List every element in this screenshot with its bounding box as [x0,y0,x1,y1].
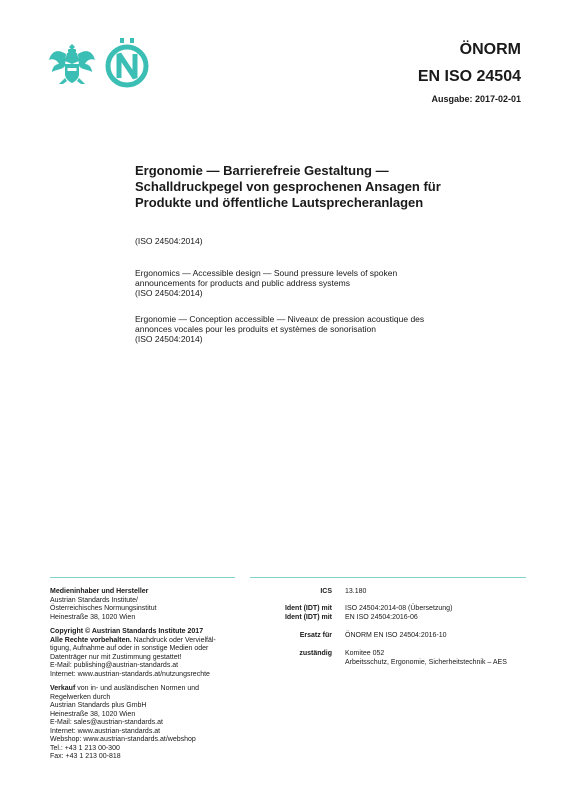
sales-heading: Verkauf [50,685,76,692]
copyright-text: Nachdruck oder Vervielfäl- [131,636,216,644]
german-title [135,163,525,211]
issue-date: Ausgabe: 2017-02-01 [431,94,521,104]
replacement-value: ÖNORM EN ISO 24504:2016-10 [345,632,447,639]
german-title-line: Schalldruckpegel von gesprochenen Ansagen für [135,179,441,194]
sales-fax: Fax: +43 1 213 00-818 [50,753,121,760]
committee-label: zuständig [299,650,332,657]
sales-line: Austrian Standards plus GmbH [50,702,147,709]
ident-value: ISO 24504:2014-08 (Übersetzung) [345,605,453,612]
on-logo [103,38,151,88]
standard-number: EN ISO 24504 [417,68,521,85]
french-title-line: (ISO 24504:2014) [135,334,203,344]
committee-name: Arbeitsschutz, Ergonomie, Sicherheitstechnik – AES [345,658,507,666]
sales-phone: Tel.: +43 1 213 00-300 [50,744,120,752]
publisher-line: Heinestraße 38, 1020 Wien [50,613,136,621]
rights-reserved: Alle Rechte vorbehalten. [50,636,132,644]
copyright-line: Datenträger nur mit Zustimmung gestattet! [50,653,182,661]
publisher-heading: Medieninhaber und Hersteller [50,588,149,595]
left-divider [50,577,235,578]
logo-group [47,38,157,88]
standard-designation [418,40,521,88]
right-divider [250,577,526,578]
copyright-email: E-Mail: publishing@austrian-standards.at [50,662,179,669]
english-title [135,268,525,298]
sales-block [50,685,250,762]
austrian-eagle-logo [47,38,97,88]
sales-text: von in- und ausländischen Normen und [75,685,200,692]
english-title-line: announcements for products and public address systems [135,278,350,288]
iso-reference: (ISO 24504:2014) [135,236,203,246]
replacement-label: Ersatz für [299,632,332,639]
german-title-line: Ergonomie — Barrierefreie Gestaltung — [135,163,389,178]
ident-label: Ident (IDT) mit [284,614,332,621]
ident-label: Ident (IDT) mit [284,605,332,612]
committee-number: Komitee 052 [345,650,385,657]
copyright-line: tigung, Aufnahme auf oder in sonstige Medien oder [50,645,209,652]
ident-value: EN ISO 24504:2016-06 [345,614,418,621]
committee-value [345,650,540,667]
ics-value: 13.180 [345,588,367,595]
ics-label: ICS [320,588,332,595]
french-title-line: annonces vocales pour les produits et systèmes de sonorisation [135,324,376,334]
english-title-line: Ergonomics — Accessible design — Sound pressure levels of spoken [135,268,398,278]
copyright-internet: Internet: www.austrian-standards.at/nutzungsrechte [50,670,210,678]
imprint-column [50,588,250,768]
sales-line: Regelwerken durch [50,693,111,701]
sales-line: Heinestraße 38, 1020 Wien [50,710,136,718]
sales-internet: Internet: www.austrian-standards.at [50,727,161,735]
french-title-line: Ergonomie — Conception accessible — Niveaux de pression acoustique des [135,314,425,324]
standard-prefix: ÖNORM [459,41,521,58]
sales-email: E-Mail: sales@austrian-standards.at [50,719,163,726]
copyright-heading: Copyright © Austrian Standards Institute 2017 [50,628,204,635]
german-title-line: Produkte und öffentliche Lautsprecheranlagen [135,195,424,210]
publisher-line: Österreichisches Normungsinstitut [50,605,157,612]
publisher-block [50,588,250,622]
copyright-block [50,628,250,679]
publisher-line: Austrian Standards Institute/ [50,596,138,604]
english-title-line: (ISO 24504:2014) [135,288,203,298]
french-title [135,314,525,344]
sales-webshop: Webshop: www.austrian-standards.at/webshop [50,736,196,743]
